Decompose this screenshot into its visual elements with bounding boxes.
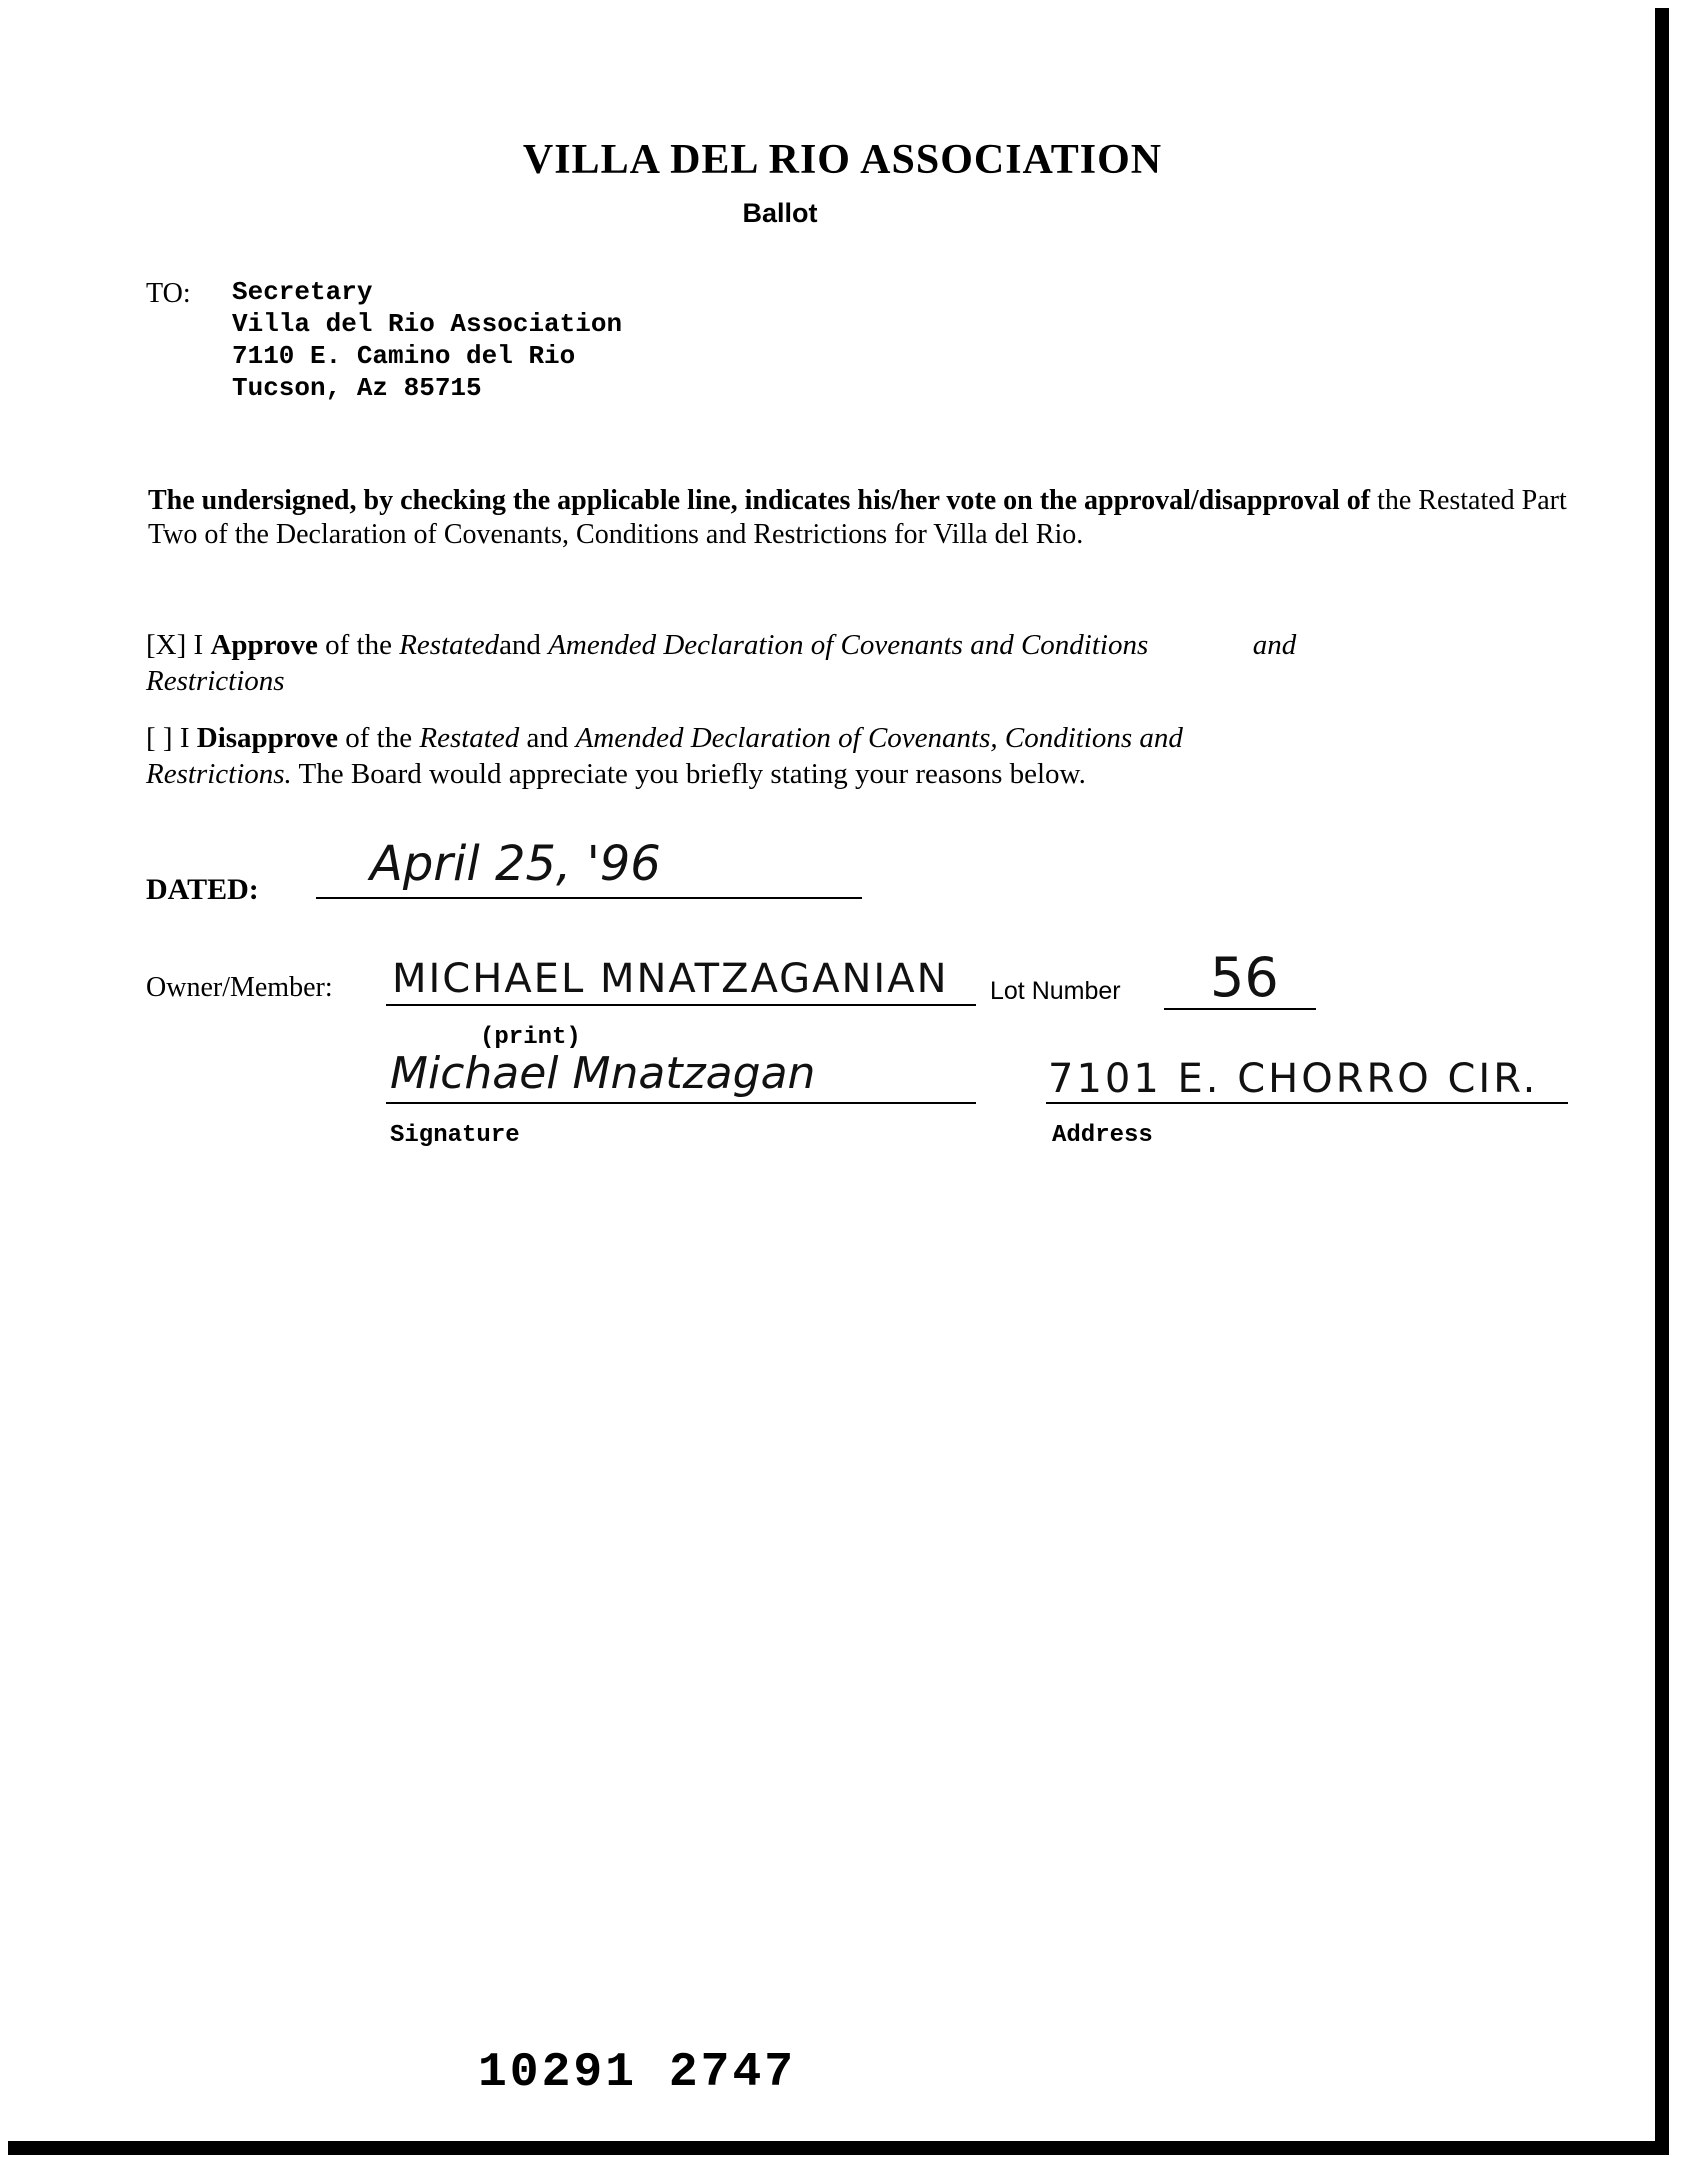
intro-plain: the Restated Part Two of the Declaration of Covenants, Conditions and Restrictions for Villa del Rio. [148,485,1567,550]
address-value[interactable]: 7101 E. CHORRO CIR. [1048,1056,1539,1102]
owner-label: Owner/Member: [146,972,333,1003]
owner-line [386,1004,976,1006]
disapprove-restated: Restated [419,722,520,754]
recipient-line: Secretary [232,277,373,307]
document-number: 10291 2747 [478,2046,797,2100]
document-title: VILLA DEL RIO ASSOCIATION [522,137,1163,183]
owner-value[interactable]: MICHAEL MNATZAGANIAN [392,956,949,1002]
signature-line [386,1102,976,1104]
approve-prefix: I [193,629,204,661]
disapprove-amended: Amended Declaration of Covenants, Conditions and [575,722,1183,754]
disapprove-checkbox[interactable]: [ ] [146,722,173,754]
recipient-line: Villa del Rio Association [232,309,623,339]
dated-line [316,897,862,899]
signature-value[interactable]: Michael Mnatzagan [390,1048,816,1099]
disapprove-of-the: of the [345,722,413,754]
approve-and: and [499,629,541,661]
recipient-line: Tucson, Az 85715 [232,373,482,403]
disapprove-verb: Disapprove [196,722,339,754]
recipient-line: 7110 E. Camino del Rio [232,341,576,371]
approve-restrictions: Restrictions [146,665,285,697]
approve-verb: Approve [210,629,318,661]
approve-of-the: of the [325,629,392,661]
document-subtitle: Ballot [742,198,818,228]
address-label: Address [1052,1122,1153,1149]
approve-restated: Restated [399,629,500,661]
approve-amended: Amended Declaration of Covenants and Conditions [548,629,1149,661]
approve-and2: and [1252,629,1297,661]
lot-number-value[interactable]: 56 [1210,946,1279,1009]
dated-label: DATED: [146,873,259,906]
signature-label: Signature [390,1122,520,1149]
dated-value[interactable]: April 25, '96 [370,836,661,892]
approve-option [146,627,1546,699]
recipient-address [232,276,622,404]
disapprove-prefix: I [179,722,190,754]
disapprove-option [146,720,1546,792]
lot-number-label: Lot Number [990,977,1121,1005]
intro-paragraph [148,484,1568,552]
disapprove-and: and [526,722,569,754]
intro-bold: The undersigned, by checking the applicable line, indicates his/her vote on the approval/disapproval of [148,485,1371,516]
print-label: (print) [480,1024,581,1051]
approve-checkbox[interactable]: [X] [146,629,187,661]
disapprove-note: The Board would appreciate you briefly stating your reasons below. [298,758,1086,790]
disapprove-restrictions: Restrictions. [146,758,292,790]
address-line [1046,1102,1568,1104]
to-label: TO: [146,278,191,309]
